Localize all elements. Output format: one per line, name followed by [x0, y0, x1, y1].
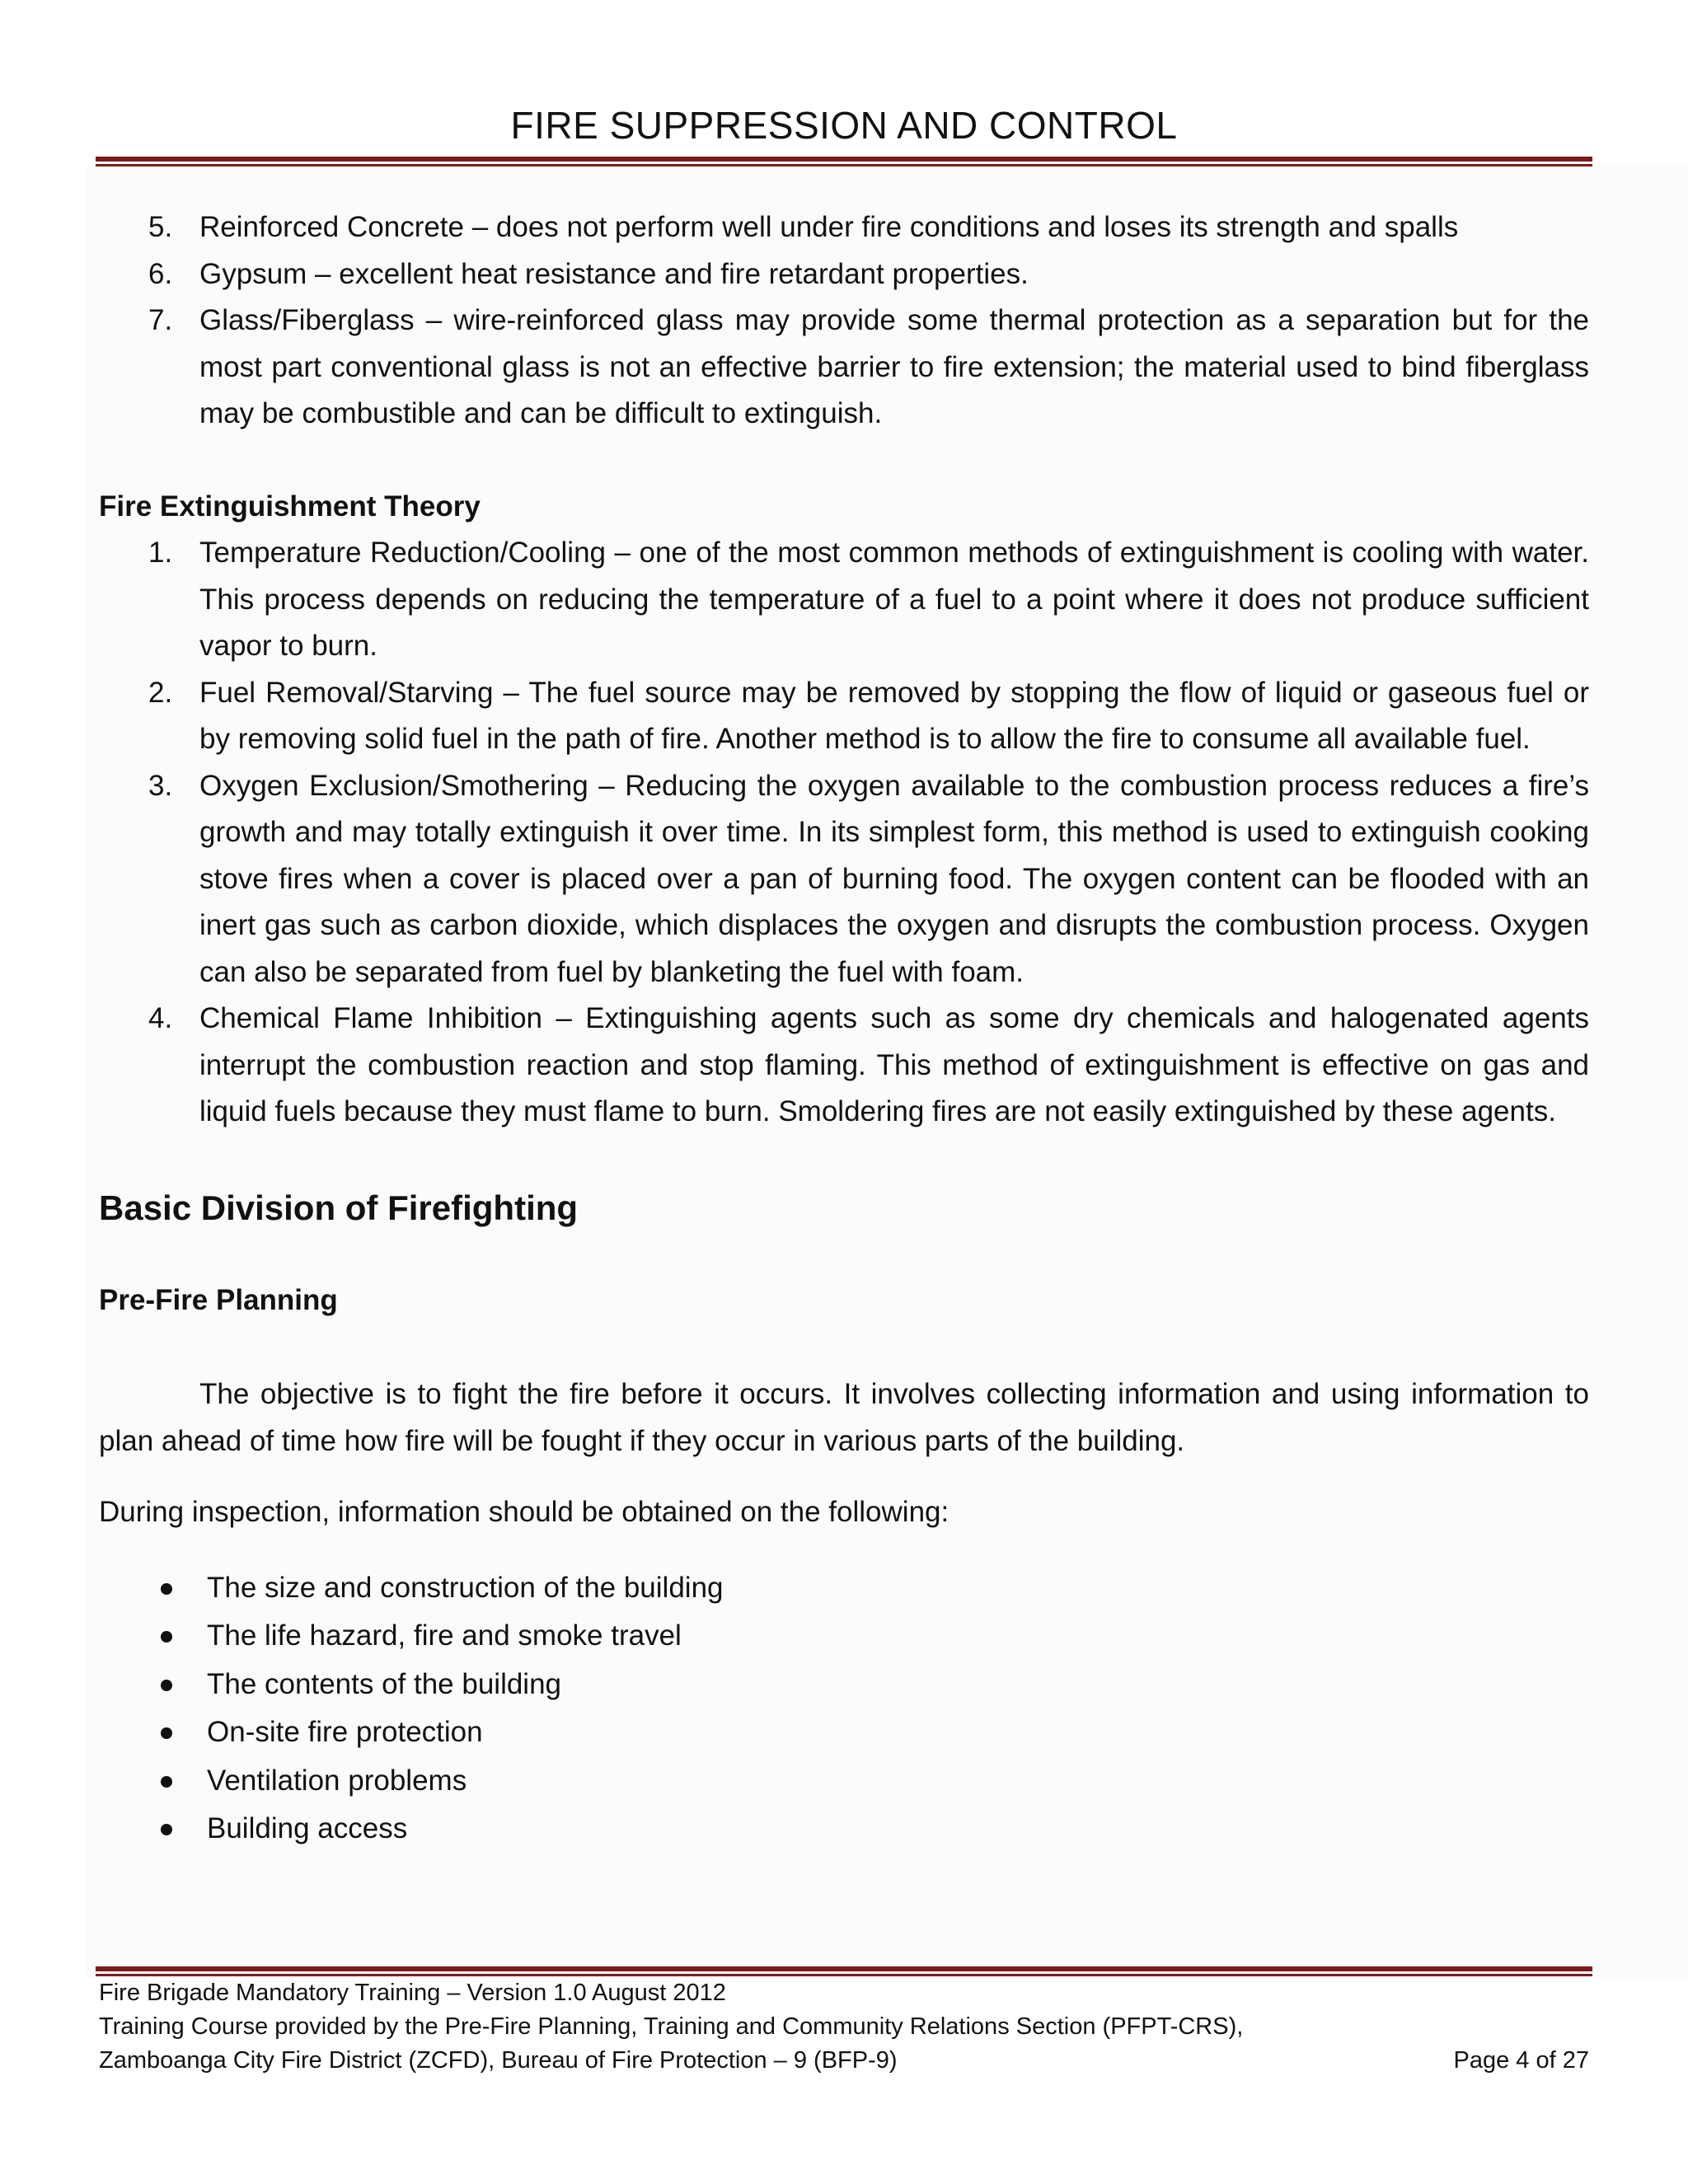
list-text: Reinforced Concrete – does not perform well under fire conditions and loses its strength and spalls [199, 211, 1459, 243]
bullet-text: The life hazard, fire and smoke travel [207, 1619, 682, 1652]
list-item [99, 670, 1589, 763]
bullet-text: The contents of the building [207, 1667, 562, 1700]
list-item [99, 204, 1589, 251]
bullet-icon [161, 1776, 172, 1788]
list-number: 3. [148, 769, 173, 802]
footer-line-2: Training Course provided by the Pre-Fire Planning, Training and Community Relations Section (PFPT-CRS), [99, 2013, 1244, 2040]
bullet-text: Ventilation problems [207, 1764, 467, 1797]
prefire-bullets [99, 1564, 1589, 1854]
bullet-icon [161, 1727, 172, 1739]
materials-list [99, 204, 1589, 438]
page-number: Page 4 of 27 [1453, 2047, 1589, 2074]
list-text: Temperature Reduction/Cooling – one of the most common methods of extinguishment is cooling with water. This process depends on reducing the temperature of a fuel to a point where it does not produce sufficient vapor to burn. [199, 537, 1589, 662]
list-item [99, 1612, 1589, 1661]
bullet-icon [161, 1824, 172, 1835]
list-text: Oxygen Exclusion/Smothering – Reducing the oxygen available to the combustion process reduces a fire’s growth and may totally extinguish it over time. In its simplest form, this method is used to extinguish cooking stove fires when a cover is placed over a pan of burning food. The oxygen content can be flooded with an inert gas such as carbon dioxide, which displaces the oxygen and disrupts the combustion process. Oxygen can also be separated from fuel by blanketing the fuel with foam. [199, 769, 1589, 988]
list-item [99, 1805, 1589, 1854]
list-text: Glass/Fiberglass – wire-reinforced glass may provide some thermal protection as a separation but for the most part conventional glass is not an effective barrier to fire extension; the material used to bind fiberglass may be combustible and can be difficult to extinguish. [199, 304, 1589, 429]
bullet-icon [161, 1583, 172, 1595]
theory-list [99, 530, 1589, 1136]
list-number: 2. [148, 676, 173, 709]
bullet-icon [161, 1631, 172, 1643]
list-item [99, 996, 1589, 1136]
list-number: 5. [148, 211, 173, 243]
division-heading: Basic Division of Firefighting [99, 1188, 579, 1227]
list-item [99, 1564, 1589, 1613]
page-footer [99, 1976, 1589, 2078]
list-item [99, 251, 1589, 298]
list-item [99, 530, 1589, 670]
footer-line-3: Zamboanga City Fire District (ZCFD), Bureau of Fire Protection – 9 (BFP-9) [99, 2047, 898, 2074]
prefire-heading: Pre-Fire Planning [99, 1283, 338, 1316]
bullet-text: Building access [207, 1812, 408, 1844]
footer-rule [96, 1966, 1592, 1976]
bullet-text: The size and construction of the building [207, 1571, 724, 1604]
list-number: 6. [148, 257, 173, 290]
list-item [99, 1708, 1589, 1757]
list-text: Gypsum – excellent heat resistance and fire retardant properties. [199, 257, 1029, 290]
footer-line-1: Fire Brigade Mandatory Training – Version 1.0 August 2012 [99, 1980, 726, 2006]
page-header-title: FIRE SUPPRESSION AND CONTROL [510, 104, 1178, 147]
theory-heading: Fire Extinguishment Theory [99, 490, 481, 523]
list-number: 7. [148, 304, 173, 336]
list-number: 4. [148, 1002, 173, 1034]
bullet-text: On-site fire protection [207, 1716, 483, 1748]
header-rule [96, 157, 1592, 166]
prefire-intro: During inspection, information should be obtained on the following: [99, 1496, 950, 1528]
list-text: Fuel Removal/Starving – The fuel source may be removed by stopping the flow of liquid or gaseous fuel or by removing solid fuel in the path of fire. Another method is to allow the fire to consume all available fuel. [199, 676, 1589, 755]
prefire-paragraph: The objective is to fight the fire before it occurs. It involves collecting information and using information to plan ahead of time how fire will be fought if they occur in various parts of the building. [99, 1378, 1589, 1457]
list-item [99, 1661, 1589, 1709]
bullet-icon [161, 1680, 172, 1691]
list-item [99, 298, 1589, 438]
list-item [99, 763, 1589, 996]
list-text: Chemical Flame Inhibition – Extinguishing agents such as some dry chemicals and halogenated agents interrupt the combustion reaction and stop flaming. This method of extinguishment is effective on gas and liquid fuels because they must flame to burn. Smoldering fires are not easily extinguished by these agents. [199, 1002, 1589, 1127]
list-item [99, 1757, 1589, 1806]
list-number: 1. [148, 537, 173, 569]
page-content [99, 204, 1589, 1854]
